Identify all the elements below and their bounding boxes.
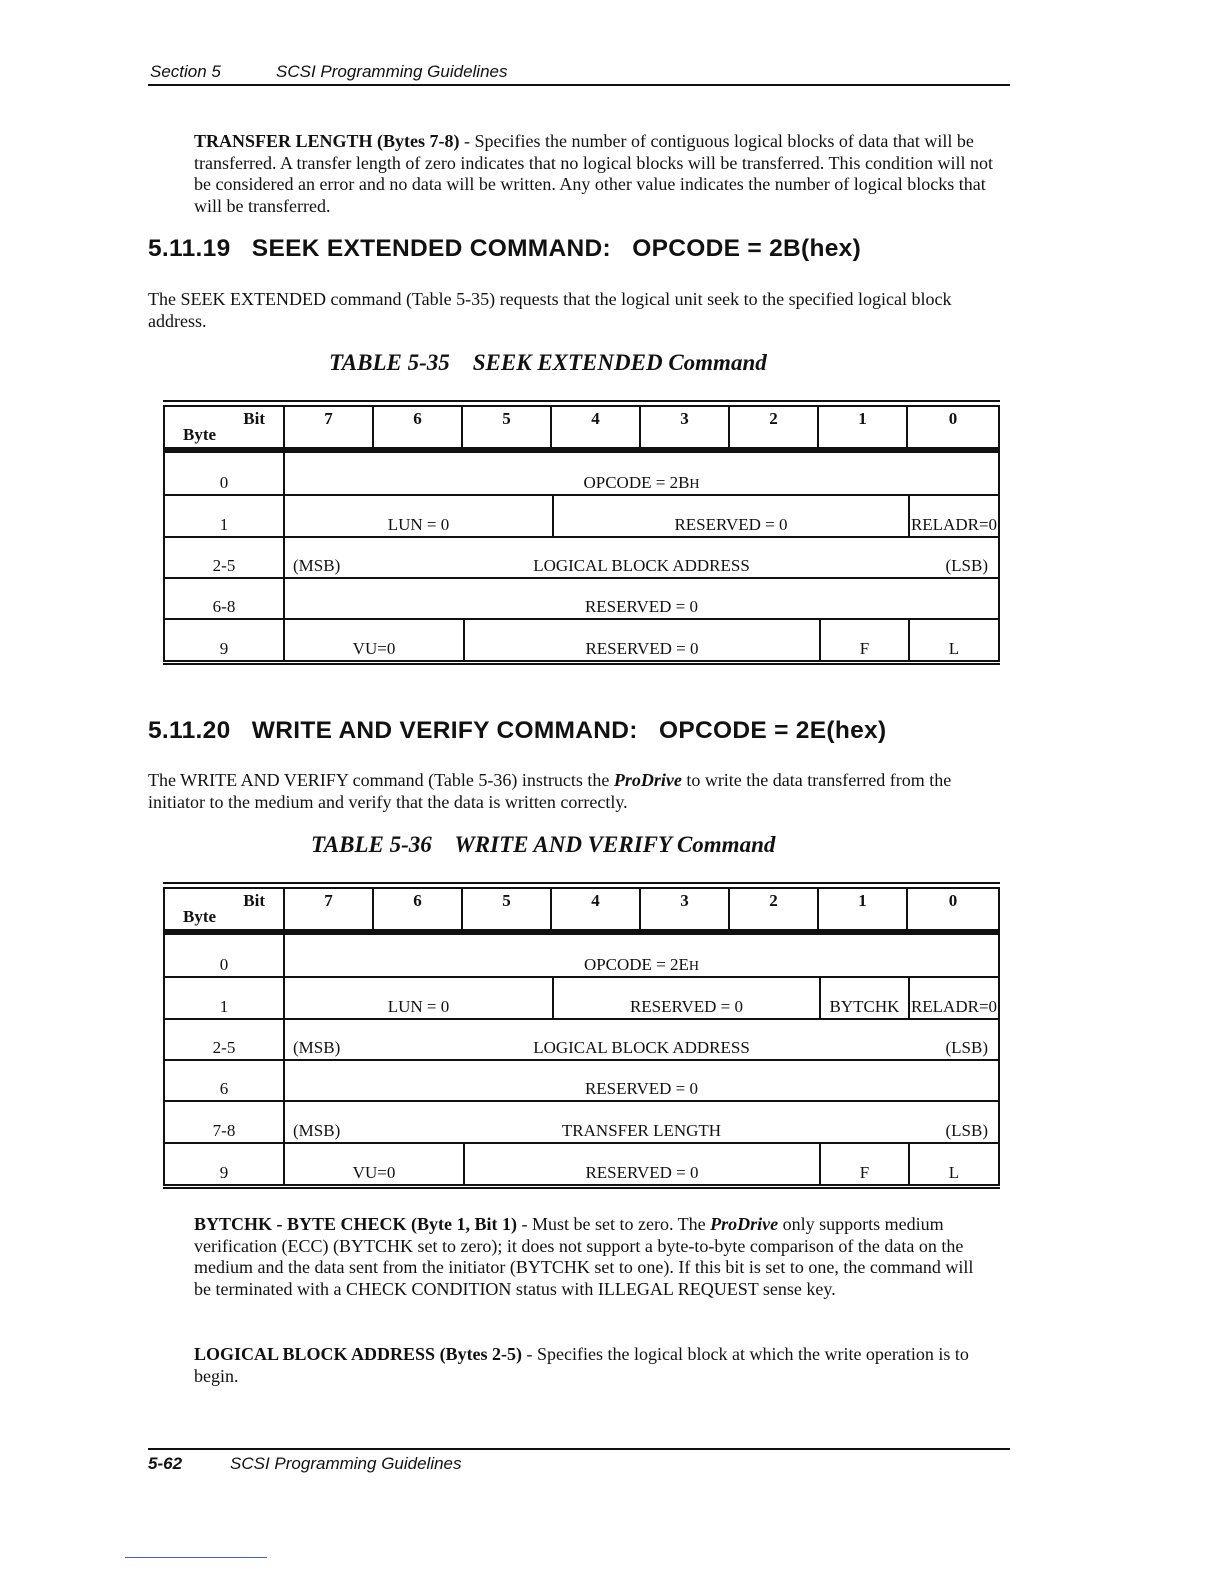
byte-number: 6 [165,1061,285,1100]
running-footer [148,1448,1010,1474]
bit-0-header: 0 [906,887,1000,931]
byte-number: 6-8 [165,579,285,618]
reladr-field: RELADR=0 [908,496,998,536]
footer-title: SCSI Programming Guidelines [230,1454,462,1473]
byte-number: 2-5 [165,1020,285,1059]
reserved-field: RESERVED = 0 [463,620,819,660]
running-header [148,62,1010,86]
seek-extended-intro: The SEEK EXTENDED command (Table 5-35) requests that the logical unit seek to the specified logical block address. [148,289,952,331]
footer-rule [125,1557,267,1558]
byte-number: 2-5 [165,538,285,577]
byte-label: Byte [183,907,217,926]
table-5-35-title: TABLE 5-35 SEEK EXTENDED Command [329,350,767,375]
byte-number: 7-8 [165,1102,285,1142]
page-number: 5-62 [148,1454,183,1473]
msb-label: (MSB) [293,556,341,575]
link-field: L [908,1144,998,1184]
table-row [163,538,1000,579]
lun-field: LUN = 0 [387,515,450,534]
table-row [163,978,1000,1020]
bit-7-header: 7 [283,887,374,931]
header-title: SCSI Programming Guidelines [276,62,508,81]
table-row [163,1102,1000,1144]
transfer-length-term: TRANSFER LENGTH (Bytes 7-8) [194,131,460,151]
bit-5-header: 5 [461,887,552,931]
bit-6-header: 6 [372,887,463,931]
bit-2-header: 2 [728,887,819,931]
msb-label: (MSB) [293,1038,341,1057]
lun-field: LUN = 0 [387,997,450,1016]
table-5-36-title: TABLE 5-36 WRITE AND VERIFY Command [311,832,776,857]
logical-block-address-field: LOGICAL BLOCK ADDRESS [533,556,750,575]
msb-label: (MSB) [293,1121,341,1140]
transfer-length-field: TRANSFER LENGTH [561,1121,722,1140]
write-verify-intro [148,770,1008,813]
table-row [163,453,1000,496]
table-5-36 [163,882,1000,1190]
bit-4-header: 4 [550,405,641,449]
bytchk-paragraph [194,1214,994,1300]
bit-1-header: 1 [817,887,908,931]
bytchk-text-continued: only supports medium verification (ECC) (BYTCHK set to zero); it does not support a byte-to-byte comparison of the data on the medium and the data sent from the initiator (BYTCHK set to one). If this bit is set to one, the command will be terminated with a CHECK CONDITION status with ILLEGAL REQUEST sense key. [194,1214,974,1299]
lsb-label: (LSB) [945,1121,988,1140]
table-row [163,935,1000,978]
lsb-label: (LSB) [945,556,988,575]
byte-number: 9 [165,1144,285,1184]
reserved-field: RESERVED = 0 [463,1144,819,1184]
table-row [163,1061,1000,1102]
lba-text: - Specifies the logical block at which the write operation is to begin. [194,1344,969,1386]
opcode-field: OPCODE = 2E H [583,955,700,974]
byte-number: 1 [165,496,285,536]
bytchk-field: BYTCHK [819,978,908,1018]
lsb-label: (LSB) [945,1038,988,1057]
bit-3-header: 3 [639,405,730,449]
bit-byte-header [163,405,285,449]
write-verify-heading: 5.11.20 WRITE AND VERIFY COMMAND: OPCODE = 2E(hex) [148,717,887,744]
bit-0-header: 0 [906,405,1000,449]
byte-number: 9 [165,620,285,660]
intro-text-continued: to write the data transferred from the initiator to the medium and verify that the data is written correctly. [148,770,952,812]
bytchk-term: BYTCHK - BYTE CHECK (Byte 1, Bit 1) [194,1214,518,1234]
transfer-length-text: - Specifies the number of contiguous logical blocks of data that will be transferred. A transfer length of zero indicates that no logical blocks will be transferred. This condition will not be considered an error and no data will be written. Any other value indicates the number of logical blocks that will be transferred. [194,131,993,216]
byte-number: 0 [165,935,285,976]
byte-number: 0 [165,453,285,494]
reserved-field: RESERVED = 0 [552,496,908,536]
reserved-field: RESERVED = 0 [552,978,819,1018]
table-row [163,1144,1000,1186]
product-name: ProDrive [710,1214,779,1234]
vu-field: VU=0 [352,639,396,658]
seek-extended-heading: 5.11.19 SEEK EXTENDED COMMAND: OPCODE = 2B(hex) [148,235,862,262]
table-row [163,579,1000,620]
byte-number: 1 [165,978,285,1018]
table-row [163,1020,1000,1061]
bit-4-header: 4 [550,887,641,931]
bit-3-header: 3 [639,887,730,931]
table-row [163,496,1000,538]
lba-term: LOGICAL BLOCK ADDRESS (Bytes 2-5) [194,1344,523,1364]
link-field: L [908,620,998,660]
bit-6-header: 6 [372,405,463,449]
bit-label: Bit [243,409,265,428]
reserved-field: RESERVED = 0 [584,597,699,616]
product-name: ProDrive [613,770,682,790]
bit-1-header: 1 [817,405,908,449]
bytchk-text: - Must be set to zero. The [517,1214,711,1234]
lba-paragraph [194,1344,994,1387]
logical-block-address-field: LOGICAL BLOCK ADDRESS [533,1038,750,1057]
header-section: Section 5 [150,62,221,81]
bit-byte-header [163,887,285,931]
transfer-length-paragraph [194,131,1006,217]
bit-label: Bit [243,891,265,910]
byte-label: Byte [183,425,217,444]
intro-text: The WRITE AND VERIFY command (Table 5-36) instructs the [148,770,614,790]
vu-field: VU=0 [352,1163,396,1182]
bit-7-header: 7 [283,405,374,449]
bit-5-header: 5 [461,405,552,449]
table-row [163,620,1000,662]
reserved-field: RESERVED = 0 [584,1079,699,1098]
bit-2-header: 2 [728,405,819,449]
flag-field: F [819,1144,908,1184]
flag-field: F [819,620,908,660]
table-5-35 [163,400,1000,666]
reladr-field: RELADR=0 [908,978,998,1018]
opcode-field: OPCODE = 2B H [583,473,700,492]
